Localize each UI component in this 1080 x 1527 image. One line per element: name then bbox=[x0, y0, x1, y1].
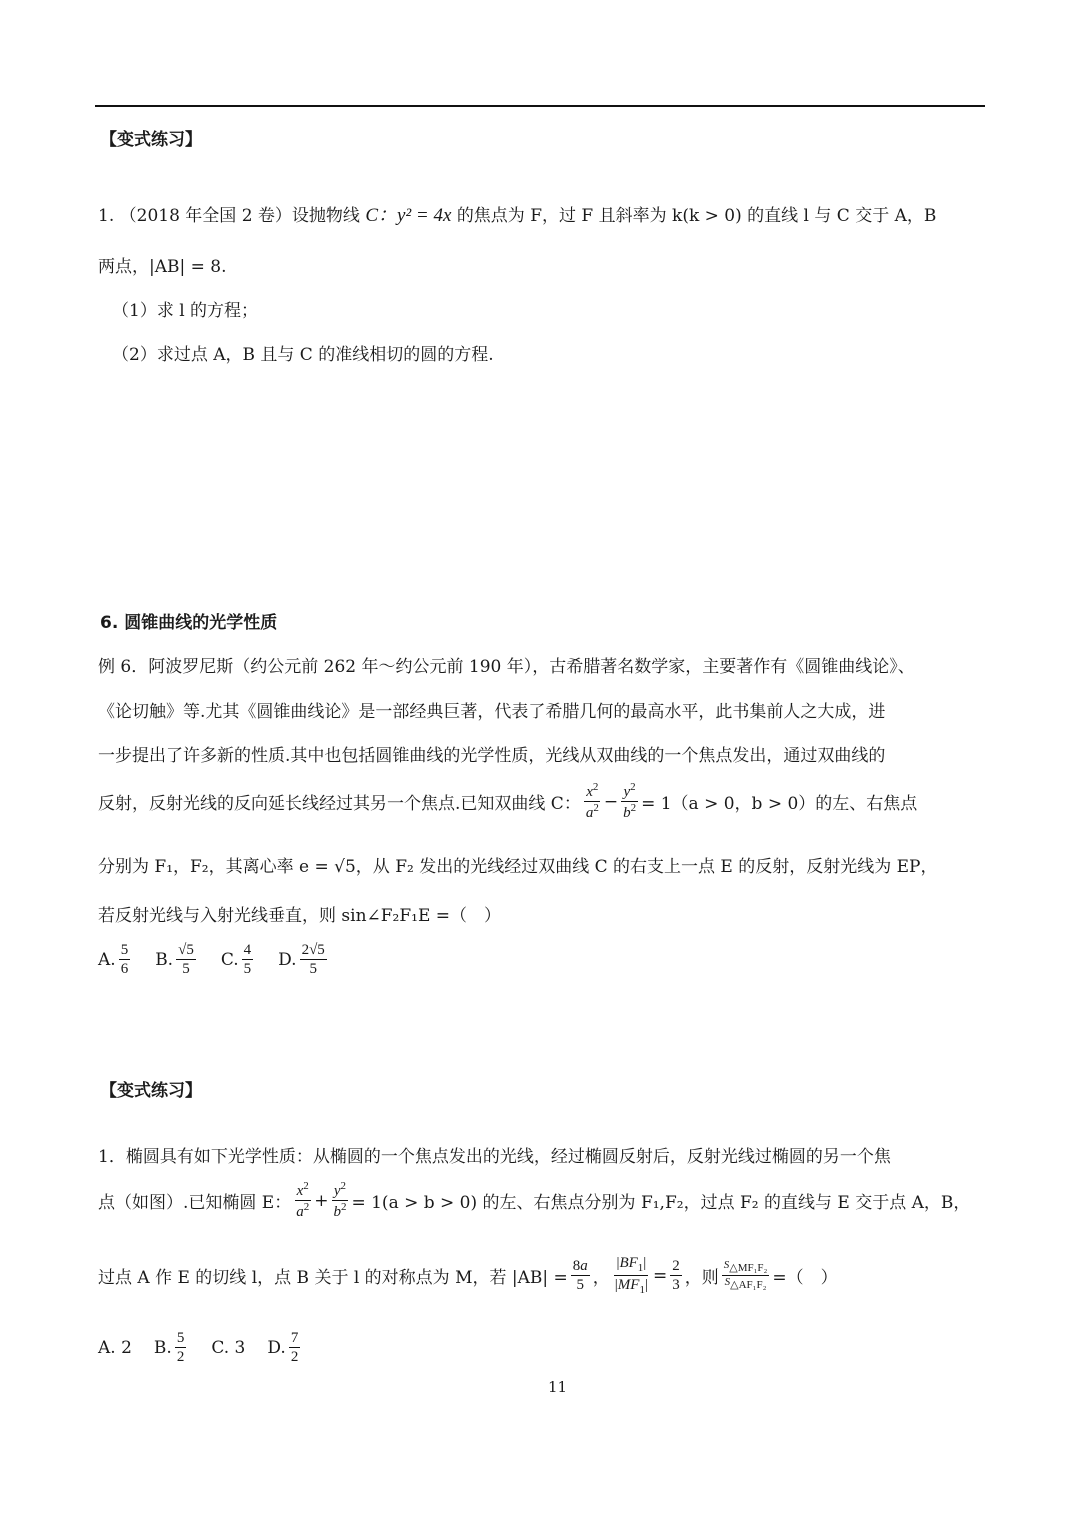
header-rule bbox=[95, 105, 985, 107]
ellipse-line2b: = 1(a > b > 0) 的左、右焦点分别为 F₁,F₂，过点 F₂ 的直线与 E 交于点 A，B， bbox=[351, 1193, 971, 1214]
option-c[interactable]: C. 3 bbox=[211, 1338, 246, 1359]
ellipse-line3b: ，则 bbox=[684, 1268, 719, 1289]
page-number: 11 bbox=[548, 1378, 568, 1396]
q1-sub1: （1）求 l 的方程； bbox=[112, 301, 259, 321]
ellipse-line3: 过点 A 作 E 的切线 l，点 B 关于 l 的对称点为 M，若 |AB| = $\frac{8a}{5}$ ， $\frac{|BF_1|}{|MF_1|}$ = $\frac{2}{3}$ ，则 $\frac{S_{\triangle MF_1F_2}}{S_{\triangle AF_1F_2}}$ =（ ） bbox=[98, 1255, 838, 1296]
option-c[interactable]: C. $\frac{4}{5}$ bbox=[220, 942, 252, 978]
ellipse-line2a: 点（如图）.已知椭圆 E： bbox=[98, 1193, 292, 1214]
q1-text-a: 的焦点为 F，过 F 且斜率为 k(k > 0) 的直线 l 与 C 交于 A，B bbox=[456, 206, 937, 226]
section3-heading: 【变式练习】 bbox=[100, 1081, 202, 1101]
ellipse-y-fraction: $\frac{y^2}{b^2}$ bbox=[333, 1180, 347, 1221]
option-b[interactable]: B. $\frac{5}{2}$ bbox=[153, 1330, 185, 1366]
q1-sub2: （2）求过点 A，B 且与 C 的准线相切的圆的方程. bbox=[112, 345, 494, 365]
option-d[interactable]: D. $\frac{7}{2}$ bbox=[267, 1330, 299, 1366]
example6-line1: 例 6．阿波罗尼斯（约公元前 262 年～约公元前 190 年），古希腊著名数学家，主要著作有《圆锥曲线论》、 bbox=[98, 657, 915, 677]
hyperbola-y-fraction: $\frac{y^2}{b^2}$ bbox=[623, 781, 637, 822]
example6-line2: 《论切触》等.尤其《圆锥曲线论》是一部经典巨著，代表了希腊几何的最高水平，此书集前人之大成，进 bbox=[98, 702, 886, 722]
two-thirds-fraction: $\frac{2}{3}$ bbox=[672, 1257, 680, 1294]
option-d[interactable]: D. $\frac{2√5}{5}$ bbox=[278, 942, 325, 978]
example6-line3: 一步提出了许多新的性质.其中也包括圆锥曲线的光学性质，光线从双曲线的一个焦点发出，通过双曲线的 bbox=[98, 746, 886, 766]
q1-number: 1. bbox=[98, 206, 115, 226]
option-a[interactable]: A. $\frac{5}{6}$ bbox=[98, 942, 129, 978]
section1-question-line2: 两点，|AB| = 8. bbox=[98, 257, 227, 277]
q1-curve: C：y² = 4x bbox=[365, 205, 452, 226]
option-a[interactable]: A. 2 bbox=[98, 1338, 132, 1359]
section2-heading: 6. 圆锥曲线的光学性质 bbox=[100, 613, 278, 633]
ellipse-line3c: =（ ） bbox=[772, 1268, 838, 1289]
ellipse-x-fraction: $\frac{x^2}{a^2}$ bbox=[296, 1180, 310, 1221]
example6-line4b: = 1（a > 0，b > 0）的左、右焦点 bbox=[641, 794, 918, 815]
ellipse-line1: 1．椭圆具有如下光学性质：从椭圆的一个焦点发出的光线，经过椭圆反射后，反射光线过椭圆的另一个焦 bbox=[98, 1147, 891, 1167]
example6-options bbox=[98, 942, 352, 978]
q1-source: （2018 年全国 2 卷）设抛物线 bbox=[119, 206, 360, 226]
section1-heading: 【变式练习】 bbox=[100, 130, 202, 150]
example6-line4: 反射，反射光线的反向延长线经过其另一个焦点.已知双曲线 C： $\frac{x^2}{a^2}$ − $\frac{y^2}{b^2}$ = 1（a > 0，b > 0）的左、右焦点 bbox=[98, 781, 918, 822]
example6-line4a: 反射，反射光线的反向延长线经过其另一个焦点.已知双曲线 C： bbox=[98, 794, 581, 815]
ellipse-line2: 点（如图）.已知椭圆 E： $\frac{x^2}{a^2}$ + $\frac{y^2}{b^2}$ = 1(a > b > 0) 的左、右焦点分别为 F₁,F₂，过点 F₂ 的直线与 E 交于点 A，B， bbox=[98, 1180, 971, 1221]
hyperbola-x-fraction: $\frac{x^2}{a^2}$ bbox=[585, 781, 599, 822]
bf-mf-fraction: $\frac{|BF_1|}{|MF_1|}$ bbox=[614, 1255, 648, 1296]
section1-question-line1 bbox=[98, 200, 936, 227]
example6-line5: 分别为 F₁，F₂，其离心率 e = √5，从 F₂ 发出的光线经过双曲线 C 的右支上一点 E 的反射，反射光线为 EP， bbox=[98, 857, 938, 877]
example6-line6: 若反射光线与入射光线垂直，则 sin∠F₂F₁E =（ ） bbox=[98, 906, 502, 926]
ab-fraction: $\frac{8a}{5}$ bbox=[572, 1257, 588, 1294]
ellipse-options bbox=[98, 1330, 325, 1366]
ellipse-line3a: 过点 A 作 E 的切线 l，点 B 关于 l 的对称点为 M，若 |AB| = bbox=[98, 1268, 568, 1289]
option-b[interactable]: B. $\frac{√5}{5}$ bbox=[155, 942, 194, 978]
area-ratio-fraction: $\frac{S_{\triangle MF_1F_2}}{S_{\triangle AF_1F_2}}$ bbox=[723, 1259, 768, 1292]
